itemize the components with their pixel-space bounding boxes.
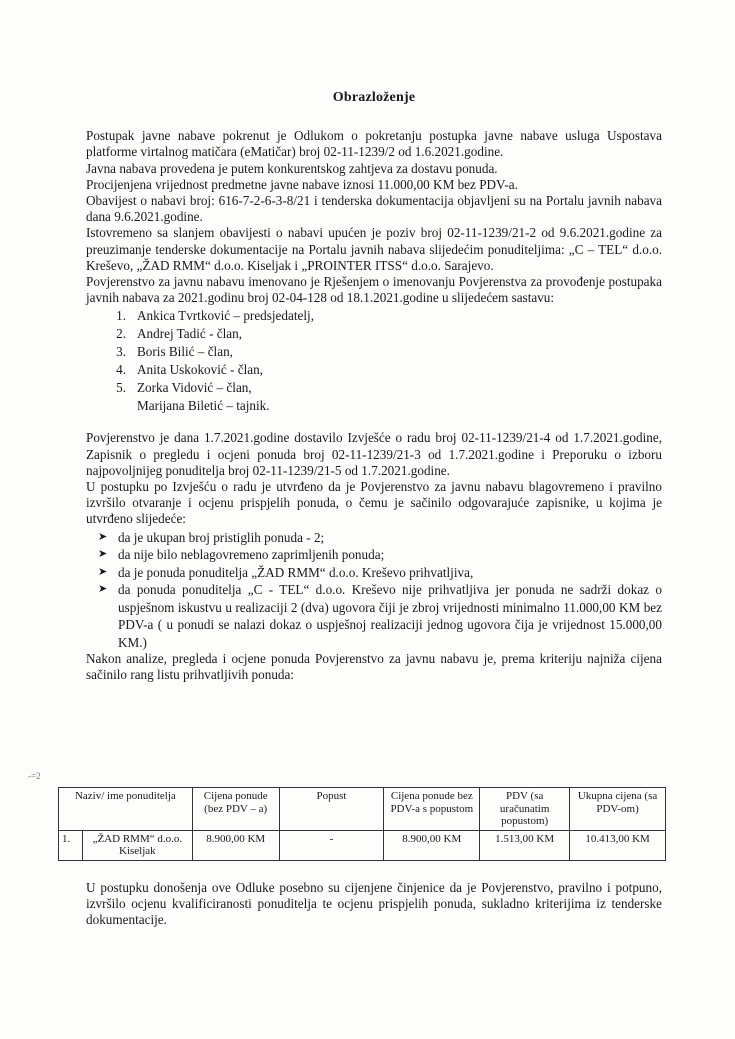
finding-item: ➤ da nije bilo neblagovremeno zaprimljenih ponuda; [86,546,662,564]
committee-member: 4. Anita Uskoković - član, [116,362,263,378]
closing-section [86,880,662,929]
arrow-bullet-icon: ➤ [98,548,108,561]
header-vat: PDV (sa uračunatim popustom) [480,788,570,831]
committee-member: 2. Andrej Tadić - član, [116,326,243,342]
table-header-row [59,788,666,831]
paragraph-committee: Povjerenstvo za javnu nabavu imenovano je Rješenjem o imenovanju Povjerenstva za provođenje postupaka javnih nabava za 2021.godinu broj 02-04-128 od 18.1.2021.godine u slijedećem sastavu: [86,274,662,306]
cell-price-with-discount: 8.900,00 KM [384,830,480,860]
margin-mark: -=2 [28,771,41,781]
header-discount: Popust [279,788,384,831]
paragraph-report: Povjerenstvo je dana 1.7.2021.godine dostavilo Izvješće o radu broj 02-11-1239/21-4 od 1.7.2021.godine, Zapisnik o pregledu i ocjeni ponuda broj 02-11-1239/21-3 od 1.7.2021.godine i Preporuku o izboru najpovoljnijeg ponuditelja broj 02-11-1239/21-5 od 1.7.2021.godine. [86,430,662,478]
header-price: Cijena ponude (bez PDV – a) [192,788,279,831]
finding-item: ➤ da ponuda ponuditelja „C - TEL“ d.o.o. Kreševo nije prihvatljiva jer ponuda ne sadrži dokaz o uspješnom iskustvu u realizaciji 2 (dva) ugovora čiji je zbroj vrijednosti minimalno 11.000,00 KM bez PDV-a ( u ponudi se nalazi dokaz o uspješnoj realizaciji jednog ugovora čija je vrijednost 15.000,00 KM.) [86,581,662,651]
committee-member: 3. Boris Bilić – član, [116,344,233,360]
arrow-bullet-icon: ➤ [98,530,108,543]
cell-bidder-name: „ŽAD RMM“ d.o.o. Kiseljak [82,830,192,860]
paragraph-invitation: Istovremeno sa slanjem obavijesti o nabavi upućen je poziv broj 02-11-1239/21-2 od 9.6.2021.godine za preuzimanje tenderske dokumentacije na Portalu javnih nabava slijedećim ponuditeljima: „C – TEL“ d.o.o. Kreševo, „ŽAD RMM“ d.o.o. Kiseljak i „PROINTER ITSS“ d.o.o. Sarajevo. [86,225,662,273]
header-total: Ukupna cijena (sa PDV-om) [570,788,666,831]
table-row [59,830,666,860]
committee-member: 5. Zorka Vidović – član, [116,380,252,396]
paragraph-procedure-type: Javna nabava provedena je putem konkurentskog zahtjeva za dostavu ponuda. [86,160,498,176]
paragraph-notice: Obavijest o nabavi broj: 616-7-2-6-3-8/21 i tenderska dokumentacija objavljeni su na Portalu javnih nabava dana 9.6.2021.godine. [86,193,662,225]
arrow-bullet-icon: ➤ [98,565,108,578]
paragraph-closing: U postupku donošenja ove Odluke posebno su cijenjene činjenice da je Povjerenstvo, pravilno i potpuno, izvršilo ocjenu kvalificiranosti ponuditelja te ocjenu prispjelih ponuda, sukladno kriterijima iz tenderske dokumentacije. [86,880,662,928]
finding-item: ➤ da je ukupan broj pristiglih ponuda - 2; [86,529,662,547]
committee-member: Marijana Biletić – tajnik. [137,398,270,414]
paragraph-findings-intro: U postupku po Izvješću o radu je utvrđeno da je Povjerenstvo za javnu nabavu blagovremeno i pravilno izvršilo otvaranje i ocjenu prispjelih ponuda, o čemu je sačinilo odgovarajuće zapisnike, u kojima je utvrđeno slijedeće: [86,479,662,527]
finding-item: ➤ da je ponuda ponuditelja „ŽAD RMM“ d.o.o. Kreševo prihvatljiva, [86,564,662,582]
committee-member-list [86,307,662,415]
document-body [86,90,662,684]
cell-price: 8.900,00 KM [192,830,279,860]
cell-total: 10.413,00 KM [570,830,666,860]
committee-member: 1. Ankica Tvrtković – predsjedatelj, [116,308,315,324]
findings-list [86,529,662,652]
document-title: Obrazloženje [332,90,416,105]
paragraph-ranking-intro: Nakon analize, pregleda i ocjene ponuda Povjerenstvo za javnu nabavu je, prema kriteriju najniža cijena sačinilo rang listu prihvatljivih ponuda: [86,651,662,683]
arrow-bullet-icon: ➤ [98,583,108,596]
header-price-with-discount: Cijena ponude bez PDV-a s popustom [384,788,480,831]
cell-rank: 1. [59,830,83,860]
header-bidder-name: Naziv/ ime ponuditelja [59,788,193,831]
paragraph-estimated-value: Procijenjena vrijednost predmetne javne nabave iznosi 11.000,00 KM bez PDV-a. [86,176,518,192]
cell-vat: 1.513,00 KM [480,830,570,860]
offers-ranking-table [58,787,666,861]
paragraph-initiation: Postupak javne nabave pokrenut je Odlukom o pokretanju postupka javne nabave usluga Uspostava platforme virtalnog matičara (eMatičar) broj 02-11-1239/2 od 1.6.2021.godine. [86,128,662,160]
cell-discount: - [279,830,384,860]
